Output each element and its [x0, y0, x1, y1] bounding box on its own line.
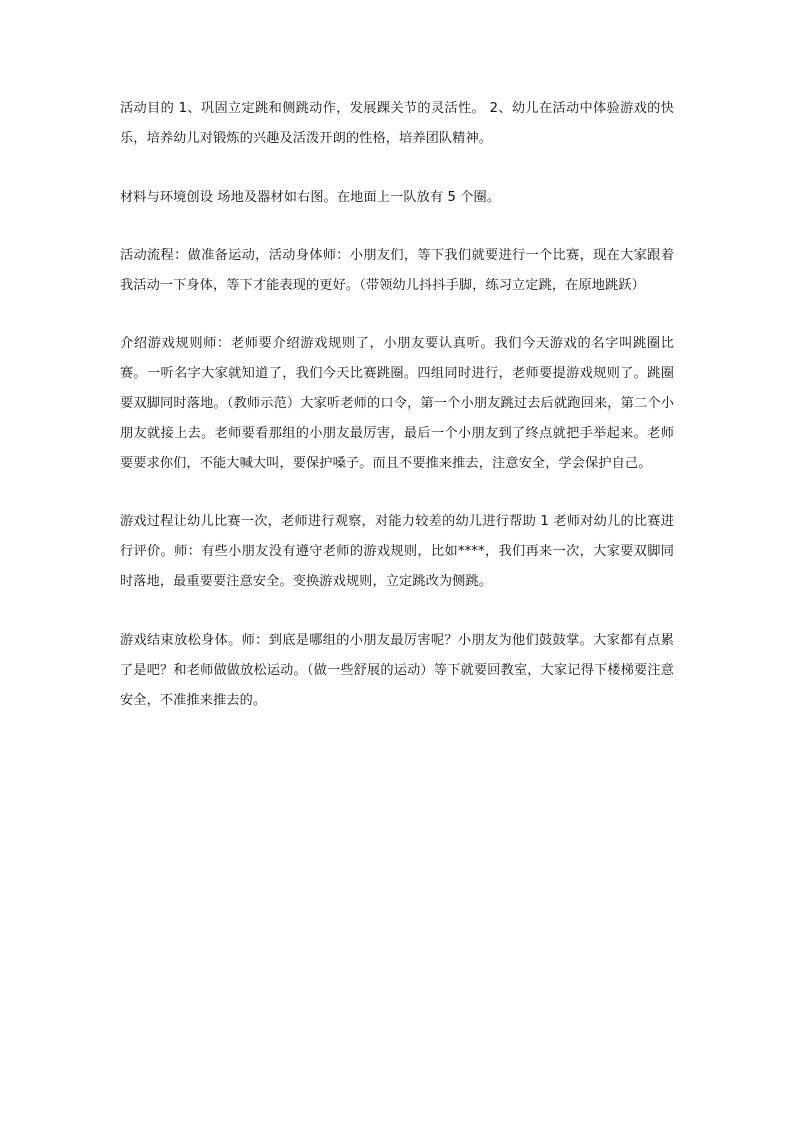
document-body	[120, 94, 674, 716]
paragraph-game-process: 游戏过程让幼儿比赛一次，老师进行观察，对能力较差的幼儿进行帮助 1 老师对幼儿的比赛进行评价。师：有些小朋友没有遵守老师的游戏规则，比如****，我们再来一次，大家要双脚同时落地，最重要要注意安全。变换游戏规则，立定跳改为侧跳。	[120, 514, 674, 589]
paragraph-game-rules: 介绍游戏规则师：老师要介绍游戏规则了，小朋友要认真听。我们今天游戏的名字叫跳圈比赛。一听名字大家就知道了，我们今天比赛跳圈。四组同时进行，老师要提游戏规则了。跳圈要双脚同时落地。（教师示范）大家听老师的口令，第一个小朋友跳过去后就跑回来，第二个小朋友就接上去。老师要看那组的小朋友最厉害，最后一个小朋友到了终点就把手举起来。老师要要求你们，不能大喊大叫，要保护嗓子。而且不要推来推去，注意安全，学会保护自己。	[120, 336, 674, 471]
paragraph-activity-goal: 活动目的 1、巩固立定跳和侧跳动作，发展踝关节的灵活性。 2、幼儿在活动中体验游戏的快乐，培养幼儿对锻炼的兴趣及活泼开朗的性格，培养团队精神。	[120, 101, 674, 146]
paragraph-game-end: 游戏结束放松身体。师：到底是哪组的小朋友最厉害呢？小朋友为他们鼓鼓掌。大家都有点累了是吧？和老师做做放松运动。（做一些舒展的运动）等下就要回教室，大家记得下楼梯要注意安全，不准推来推去的。	[120, 633, 674, 708]
paragraph-materials: 材料与环境创设 场地及器材如右图。在地面上一队放有 5 个圈。	[120, 190, 501, 205]
paragraph-activity-flow: 活动流程：做准备运动，活动身体师：小朋友们，等下我们就要进行一个比赛，现在大家跟着我活动一下身体，等下才能表现的更好。（带领幼儿抖抖手脚，练习立定跳，在原地跳跃）	[120, 248, 674, 293]
